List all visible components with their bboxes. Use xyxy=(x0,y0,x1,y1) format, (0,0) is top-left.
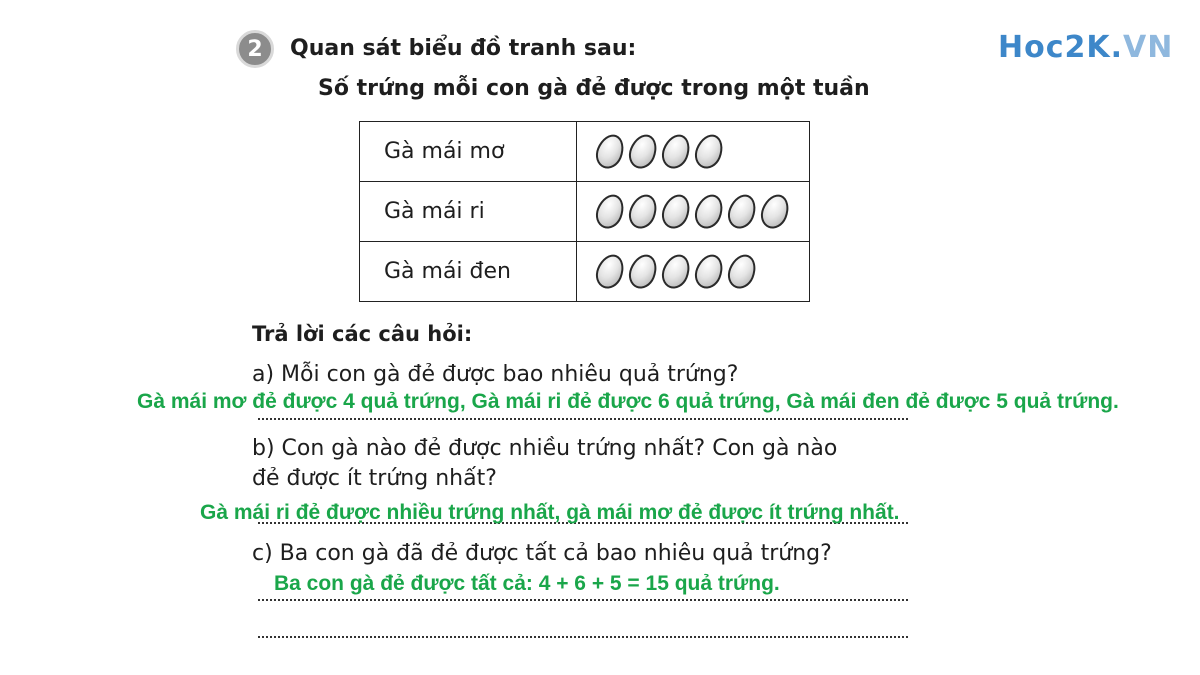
egg-icon xyxy=(690,250,727,292)
egg-icon xyxy=(624,190,661,232)
egg-icon xyxy=(690,130,727,172)
table-row xyxy=(360,242,810,302)
egg-cell xyxy=(577,122,810,182)
question-b-line1: b) Con gà nào đẻ được nhiều trứng nhất? Con gà nào xyxy=(252,436,838,461)
egg-icon xyxy=(624,250,661,292)
question-c: c) Ba con gà đã đẻ được tất cả bao nhiêu quả trứng? xyxy=(252,541,832,566)
egg-icon xyxy=(690,190,727,232)
logo-main: Hoc2K. xyxy=(998,30,1124,65)
answer-b: Gà mái ri đẻ được nhiều trứng nhất, gà mái mơ đẻ được ít trứng nhất. xyxy=(200,501,900,524)
answer-line xyxy=(258,418,908,420)
pictograph-table xyxy=(359,121,810,302)
egg-icon xyxy=(657,130,694,172)
exercise-number-badge: 2 xyxy=(236,30,274,68)
table-row xyxy=(360,182,810,242)
question-a: a) Mỗi con gà đẻ được bao nhiêu quả trứng? xyxy=(252,362,739,387)
egg-cell xyxy=(577,182,810,242)
site-logo xyxy=(998,30,1173,65)
question-b-line2: đẻ được ít trứng nhất? xyxy=(252,466,497,491)
row-label: Gà mái ri xyxy=(360,182,577,242)
answer-line xyxy=(258,599,908,601)
answer-line xyxy=(258,636,908,638)
egg-icon xyxy=(723,190,760,232)
row-label: Gà mái mơ xyxy=(360,122,577,182)
questions-heading: Trả lời các câu hỏi: xyxy=(252,322,473,346)
chart-title: Số trứng mỗi con gà đẻ được trong một tuần xyxy=(318,76,870,101)
egg-icon xyxy=(591,250,628,292)
egg-icon xyxy=(657,190,694,232)
table-row xyxy=(360,122,810,182)
exercise-instruction: Quan sát biểu đồ tranh sau: xyxy=(290,36,637,61)
egg-icon xyxy=(723,250,760,292)
egg-icon xyxy=(624,130,661,172)
logo-tail: VN xyxy=(1123,30,1174,65)
egg-cell xyxy=(577,242,810,302)
answer-a: Gà mái mơ đẻ được 4 quả trứng, Gà mái ri đẻ được 6 quả trứng, Gà mái đen đẻ được 5 quả trứng. xyxy=(137,390,1119,413)
egg-icon xyxy=(657,250,694,292)
egg-icon xyxy=(591,190,628,232)
answer-c: Ba con gà đẻ được tất cả: 4 + 6 + 5 = 15 quả trứng. xyxy=(274,572,780,595)
egg-icon xyxy=(756,190,793,232)
row-label: Gà mái đen xyxy=(360,242,577,302)
egg-icon xyxy=(591,130,628,172)
